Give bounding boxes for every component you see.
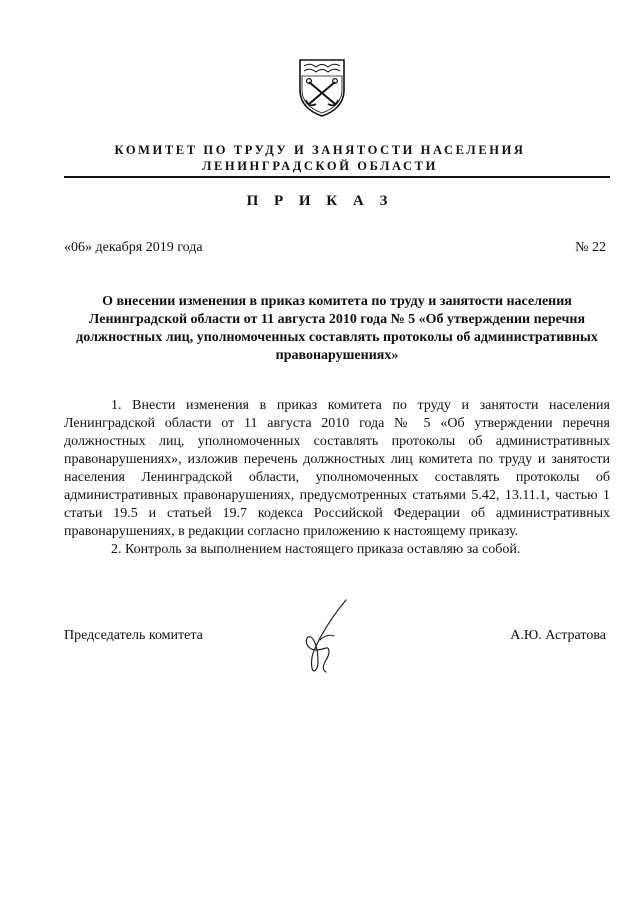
signatory-title: Председатель комитета xyxy=(64,628,203,643)
document-number: № 22 xyxy=(575,240,606,255)
document-heading: О внесении изменения в приказ комитета по труду и занятости населения Ленинградской области от 11 августа 2010 года № 5 «Об утверждении перечня должностных лиц, уполномоченных составлять протоколы об административных правонарушениях» xyxy=(76,294,598,363)
header-divider xyxy=(64,176,610,178)
document-type: П Р И К А З xyxy=(246,193,394,209)
signatory-name: А.Ю. Астратова xyxy=(510,628,606,643)
document-body xyxy=(64,397,610,559)
org-name-line1: КОМИТЕТ ПО ТРУДУ И ЗАНЯТОСТИ НАСЕЛЕНИЯ xyxy=(114,143,526,157)
org-name-line2: ЛЕНИНГРАДСКОЙ ОБЛАСТИ xyxy=(202,159,438,173)
document-date: «06» декабря 2019 года xyxy=(64,240,203,255)
paragraph-1: 1. Внести изменения в приказ комитета по труду и занятости населения Ленинградской области от 11 августа 2010 года № 5 «Об утверждении перечня должностных лиц, уполномоченных составлять протоколы об административных правонарушениях», изложив перечень должностных лиц комитета по труду и занятости населения Ленинградской области, уполномоченных составлять протоколы об административных правонарушениях, предусмотренных статьями 5.42, 13.11.1, частью 1 статьи 19.5 и статьей 19.7 кодекса Российской Федерации об административных правонарушениях, в редакции согласно приложению к настоящему приказу. xyxy=(64,398,610,539)
coat-of-arms-icon xyxy=(296,56,348,118)
handwritten-signature-icon xyxy=(296,598,350,676)
paragraph-2: 2. Контроль за выполнением настоящего приказа оставляю за собой. xyxy=(111,542,521,557)
